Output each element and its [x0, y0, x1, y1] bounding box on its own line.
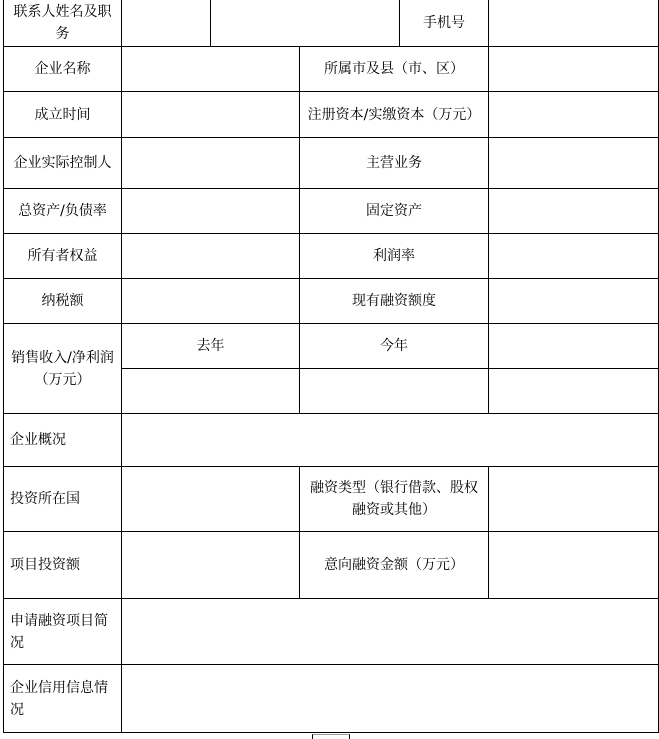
- this-year-cell[interactable]: [300, 369, 489, 414]
- company-name-cell[interactable]: [122, 47, 300, 92]
- row-overview: [4, 414, 659, 467]
- row-tax: [4, 279, 659, 324]
- financing-quota-cell[interactable]: [489, 279, 659, 324]
- row-invest-country: [4, 467, 659, 532]
- sales-label: 销售收入/净利润（万元）: [4, 324, 122, 414]
- tax-cell[interactable]: [122, 279, 300, 324]
- founded-label: 成立时间: [4, 92, 122, 138]
- sales-extra-cell-2[interactable]: [489, 369, 659, 414]
- total-assets-cell[interactable]: [122, 189, 300, 234]
- controller-label: 企业实际控制人: [4, 138, 122, 189]
- contact-name-cell[interactable]: [122, 0, 211, 47]
- financing-quota-label: 现有融资额度: [300, 279, 489, 324]
- invest-amount-cell[interactable]: [122, 532, 300, 599]
- financing-type-cell[interactable]: [489, 467, 659, 532]
- row-invest-amount: [4, 532, 659, 599]
- owner-equity-cell[interactable]: [122, 234, 300, 279]
- credit-label: 企业信用信息情况: [4, 665, 122, 733]
- intended-financing-cell[interactable]: [489, 532, 659, 599]
- invest-country-cell[interactable]: [122, 467, 300, 532]
- city-county-cell[interactable]: [489, 47, 659, 92]
- last-year-cell[interactable]: [122, 369, 300, 414]
- row-credit: [4, 665, 659, 733]
- controller-cell[interactable]: [122, 138, 300, 189]
- main-business-label: 主营业务: [300, 138, 489, 189]
- row-sales-header: [4, 324, 659, 369]
- row-controller: [4, 138, 659, 189]
- owner-equity-label: 所有者权益: [4, 234, 122, 279]
- phone-label: 手机号: [400, 0, 489, 47]
- tax-label: 纳税额: [4, 279, 122, 324]
- row-assets: [4, 189, 659, 234]
- financing-application-form: [3, 0, 659, 733]
- row-equity: [4, 234, 659, 279]
- last-year-label: 去年: [122, 324, 300, 369]
- phone-cell[interactable]: [489, 0, 659, 47]
- sales-extra-cell[interactable]: [489, 324, 659, 369]
- overview-label: 企业概况: [4, 414, 122, 467]
- invest-amount-label: 项目投资额: [4, 532, 122, 599]
- row-contact: [4, 0, 659, 47]
- invest-country-label: 投资所在国: [4, 467, 122, 532]
- fixed-assets-cell[interactable]: [489, 189, 659, 234]
- contact-title-cell[interactable]: [211, 0, 400, 47]
- contact-label: 联系人姓名及职务: [4, 0, 122, 47]
- registered-capital-cell[interactable]: [489, 92, 659, 138]
- credit-cell[interactable]: [122, 665, 659, 733]
- this-year-label: 今年: [300, 324, 489, 369]
- row-company-name: [4, 47, 659, 92]
- project-label: 申请融资项目简况: [4, 599, 122, 665]
- intended-financing-label: 意向融资金额（万元）: [300, 532, 489, 599]
- project-cell[interactable]: [122, 599, 659, 665]
- profit-rate-label: 利润率: [300, 234, 489, 279]
- city-county-label: 所属市及县（市、区）: [300, 47, 489, 92]
- fixed-assets-label: 固定资产: [300, 189, 489, 234]
- page-edge-marker: [312, 734, 350, 739]
- row-project: [4, 599, 659, 665]
- registered-capital-label: 注册资本/实缴资本（万元）: [300, 92, 489, 138]
- row-founded: [4, 92, 659, 138]
- company-name-label: 企业名称: [4, 47, 122, 92]
- financing-type-label: 融资类型（银行借款、股权融资或其他）: [300, 467, 489, 532]
- profit-rate-cell[interactable]: [489, 234, 659, 279]
- main-business-cell[interactable]: [489, 138, 659, 189]
- overview-cell[interactable]: [122, 414, 659, 467]
- founded-cell[interactable]: [122, 92, 300, 138]
- total-assets-label: 总资产/负债率: [4, 189, 122, 234]
